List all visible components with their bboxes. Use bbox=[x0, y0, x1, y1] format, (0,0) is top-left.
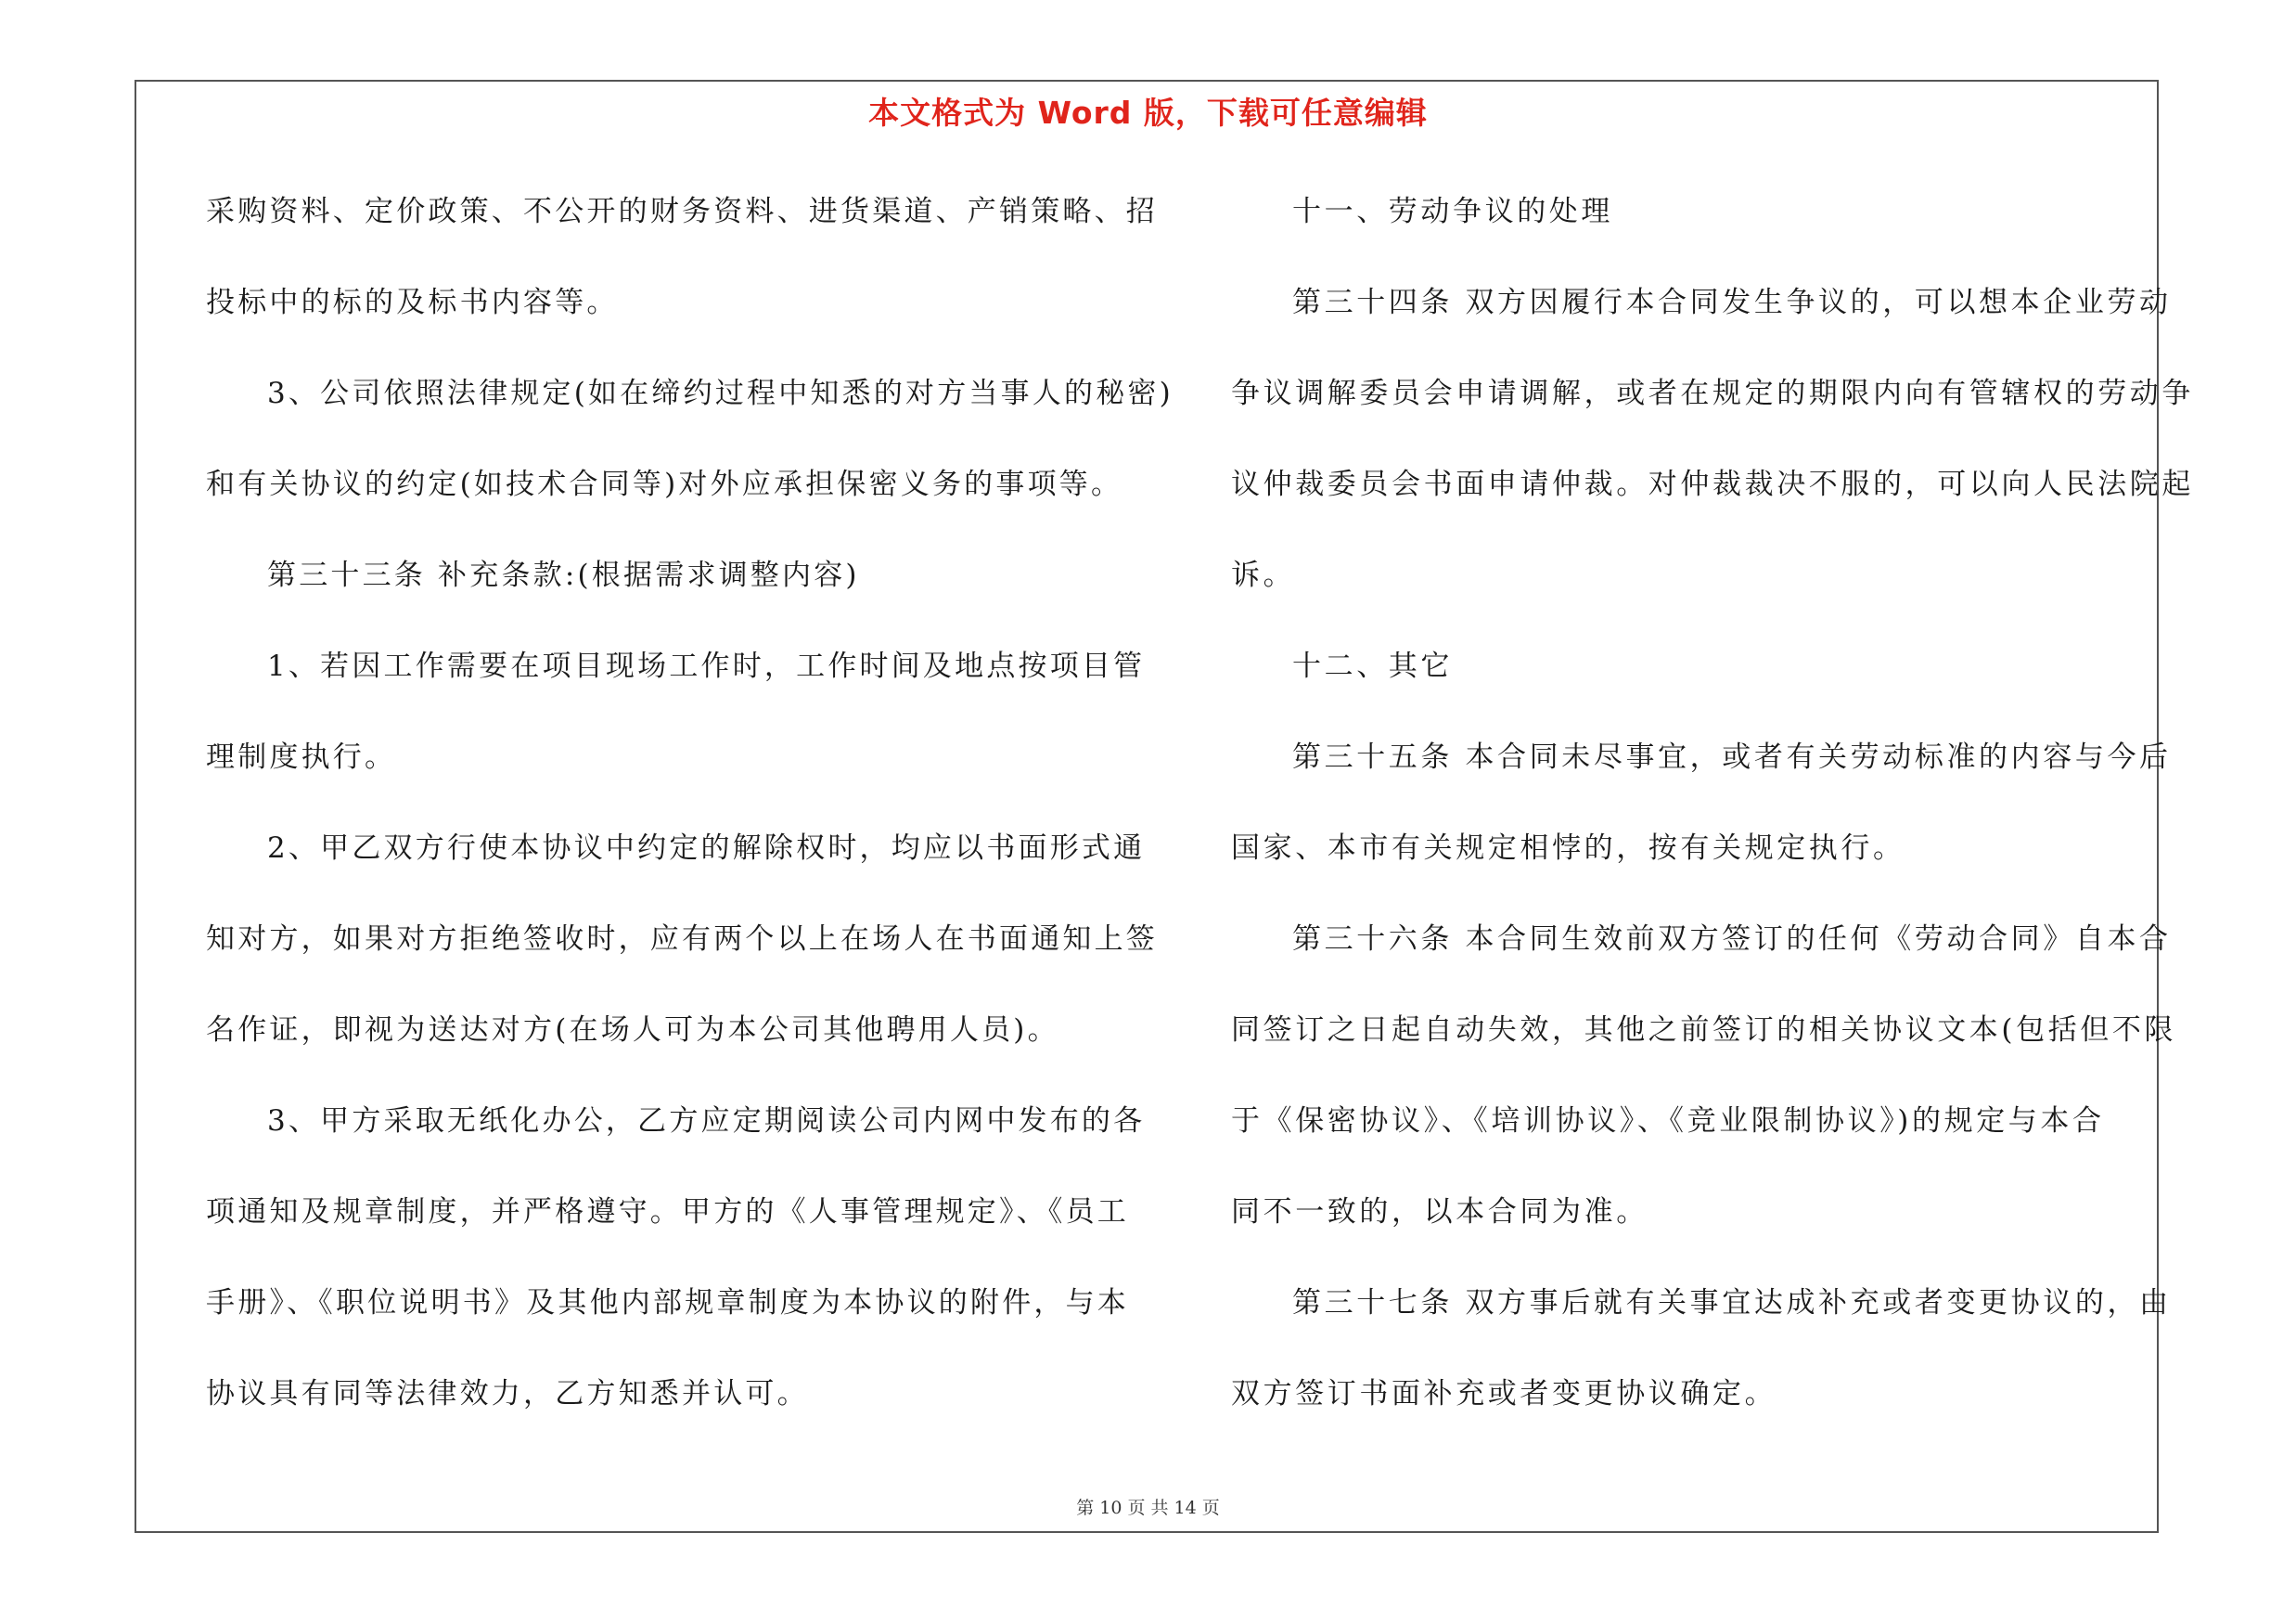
text-line: 名作证，即视为送达对方(在场人可为本公司其他聘用人员)。 bbox=[206, 1013, 1059, 1047]
text-line: 项通知及规章制度，并严格遵守。甲方的《人事管理规定》、《员工 bbox=[206, 1195, 1129, 1229]
text-line: 采购资料、定价政策、不公开的财务资料、进货渠道、产销策略、招 bbox=[206, 195, 1158, 228]
text-line: 议仲裁委员会书面申请仲裁。对仲裁裁决不服的，可以向人民法院起 bbox=[1231, 468, 2194, 501]
text-line: 同签订之日起自动失效，其他之前签订的相关协议文本(包括但不限 bbox=[1231, 1013, 2177, 1047]
paragraph-start-line: 1、若因工作需要在项目现场工作时，工作时间及地点按项目管 bbox=[267, 650, 1146, 683]
current-page-number: 10 bbox=[1099, 1498, 1122, 1518]
footer-suffix: 页 bbox=[1201, 1498, 1220, 1518]
text-line: 协议具有同等法律效力，乙方知悉并认可。 bbox=[206, 1377, 809, 1410]
footer-prefix: 第 bbox=[1076, 1498, 1095, 1518]
text-line: 国家、本市有关规定相悖的，按有关规定执行。 bbox=[1231, 831, 1905, 865]
format-notice-banner: 本文格式为 Word 版，下载可任意编辑 bbox=[868, 95, 1428, 131]
footer-middle: 页 共 bbox=[1127, 1498, 1169, 1518]
text-line: 同不一致的，以本合同为准。 bbox=[1231, 1195, 1648, 1229]
section-heading-11: 十一、劳动争议的处理 bbox=[1292, 195, 1613, 228]
text-line: 投标中的标的及标书内容等。 bbox=[206, 286, 619, 319]
text-line: 知对方，如果对方拒绝签收时，应有两个以上在场人在书面通知上签 bbox=[206, 922, 1158, 956]
text-line: 双方签订书面补充或者变更协议确定。 bbox=[1231, 1377, 1777, 1410]
clause-start-35: 第三十五条 本合同未尽事宜，或者有关劳动标准的内容与今后 bbox=[1292, 741, 2172, 774]
clause-start-37: 第三十七条 双方事后就有关事宜达成补充或者变更协议的，由 bbox=[1292, 1286, 2172, 1320]
clause-start-36: 第三十六条 本合同生效前双方签订的任何《劳动合同》自本合 bbox=[1292, 922, 2172, 956]
left-text-column bbox=[206, 186, 1174, 1459]
total-page-count: 14 bbox=[1174, 1498, 1197, 1518]
text-line: 诉。 bbox=[1231, 559, 1296, 592]
paragraph-start-line: 3、甲方采取无纸化办公，乙方应定期阅读公司内网中发布的各 bbox=[267, 1104, 1146, 1138]
clause-heading-33: 第三十三条 补充条款:(根据需求调整内容) bbox=[267, 559, 860, 592]
paragraph-start-line: 2、甲乙双方行使本协议中约定的解除权时，均应以书面形式通 bbox=[267, 831, 1146, 865]
text-line: 和有关协议的约定(如技术合同等)对外应承担保密义务的事项等。 bbox=[206, 468, 1123, 501]
text-line: 争议调解委员会申请调解，或者在规定的期限内向有管辖权的劳动争 bbox=[1231, 377, 2194, 410]
text-line: 理制度执行。 bbox=[206, 741, 397, 774]
right-text-column bbox=[1231, 186, 2194, 1459]
page-number-footer bbox=[0, 1494, 2296, 1519]
text-line: 于《保密协议》、《培训协议》、《竞业限制协议》)的规定与本合 bbox=[1231, 1104, 2105, 1138]
text-line: 手册》、《职位说明书》及其他内部规章制度为本协议的附件，与本 bbox=[206, 1286, 1129, 1320]
section-heading-12: 十二、其它 bbox=[1292, 650, 1453, 683]
paragraph-start-line: 3、公司依照法律规定(如在缔约过程中知悉的对方当事人的秘密) bbox=[267, 377, 1174, 410]
clause-start-34: 第三十四条 双方因履行本合同发生争议的，可以想本企业劳动 bbox=[1292, 286, 2172, 319]
